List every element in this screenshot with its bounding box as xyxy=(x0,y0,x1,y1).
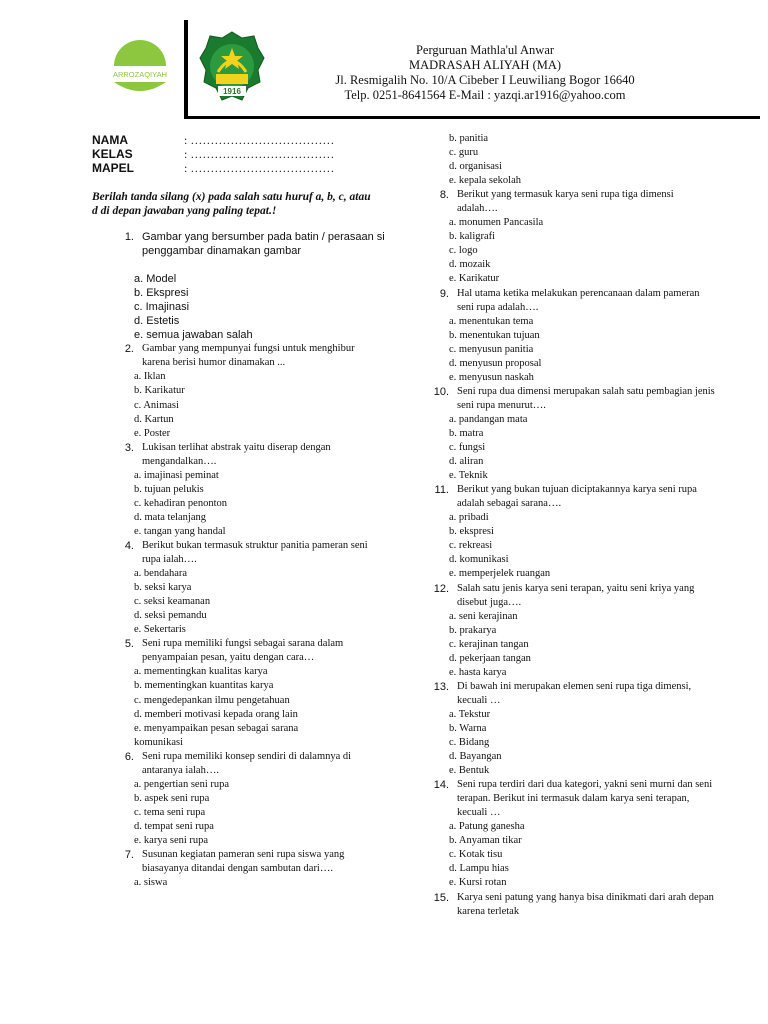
identity-value: : ……………………………… xyxy=(184,133,335,147)
answer-option: a. Patung ganesha xyxy=(449,821,525,833)
question xyxy=(110,441,385,469)
question xyxy=(110,750,385,778)
identity-row-nama xyxy=(92,133,334,147)
answer-option: d. mozaik xyxy=(449,259,491,271)
answer-option: a. bendahara xyxy=(134,568,188,580)
question xyxy=(110,637,385,665)
logo-left-text: ARROZAQIYAH xyxy=(112,70,168,79)
answer-option: e. menyampaikan pesan sebagai sarana komunikasi xyxy=(134,722,299,748)
question-number: 5. xyxy=(124,638,134,651)
header-horizontal-rule xyxy=(184,116,760,119)
answer-option: b. prakarya xyxy=(449,624,497,636)
student-identity-block xyxy=(92,133,334,175)
answer-option: d. menyusun proposal xyxy=(449,357,542,369)
question-number: 12. xyxy=(433,582,449,595)
answer-option: c. Imajinasi xyxy=(134,301,190,314)
answer-option: c. Bidang xyxy=(449,737,490,749)
answer-option: e. memperjelek ruangan xyxy=(449,568,551,580)
identity-row-mapel xyxy=(92,161,334,175)
answer-option: a. pengertian seni rupa xyxy=(134,778,230,790)
answer-options xyxy=(425,216,715,286)
answer-option: d. memberi motivasi kepada orang lain xyxy=(134,708,298,720)
answer-option: d. seksi pemandu xyxy=(134,610,207,622)
institution-line: MADRASAH ALIYAH (MA) xyxy=(408,58,562,72)
exam-instruction: Berilah tanda silang (x) pada salah satu huruf a, b, c, atau d di depan jawaban yang paling tepat.! xyxy=(92,191,371,217)
answer-option: d. Lampu hias xyxy=(449,863,509,875)
answer-option: b. mementingkan kuantitas karya xyxy=(134,680,274,692)
answer-options xyxy=(110,370,385,440)
question xyxy=(110,342,385,370)
answer-option: c. Animasi xyxy=(134,399,179,411)
left-question-column xyxy=(110,230,385,890)
answer-option: b. menentukan tujuan xyxy=(449,329,540,341)
answer-option: b. Karikatur xyxy=(134,385,185,397)
identity-row-kelas xyxy=(92,147,334,161)
answer-option: c. rekreasi xyxy=(449,540,493,552)
answer-option: a. pribadi xyxy=(449,512,489,524)
question xyxy=(110,848,385,876)
madrasah-emblem xyxy=(198,30,266,106)
emblem-year-text: 1916 xyxy=(223,87,241,96)
question-number: 8. xyxy=(439,189,449,202)
answer-option: e. Sekertaris xyxy=(134,624,186,636)
question-text: Seni rupa memiliki konsep sendiri di dalamnya di antaranya ialah…. xyxy=(142,750,352,776)
question-number: 10. xyxy=(433,385,449,398)
answer-option: a. menentukan tema xyxy=(449,315,534,327)
answer-option: d. Estetis xyxy=(134,315,180,328)
answer-options xyxy=(425,708,715,778)
answer-option: e. tangan yang handal xyxy=(134,525,226,537)
answer-option: e. semua jawaban salah xyxy=(134,329,253,342)
answer-option: c. kehadiran penonton xyxy=(134,497,228,509)
answer-option: b. Anyaman tikar xyxy=(449,835,522,847)
answer-option: b. Ekspresi xyxy=(134,287,189,300)
institution-line: Jl. Resmigalih No. 10/A Cibeber I Leuwiliang Bogor 16640 xyxy=(335,73,635,87)
answer-options xyxy=(425,820,715,890)
answer-option: b. tujuan pelukis xyxy=(134,483,204,495)
answer-options xyxy=(425,413,715,483)
identity-label: KELAS xyxy=(92,147,133,161)
answer-option: e. Karikatur xyxy=(449,273,500,285)
answer-option: c. mengedepankan ilmu pengetahuan xyxy=(134,694,290,706)
identity-label: NAMA xyxy=(92,133,128,147)
answer-option: e. Teknik xyxy=(449,470,488,482)
question xyxy=(110,230,385,258)
answer-option: b. panitia xyxy=(449,133,489,144)
question-text: Seni rupa dua dimensi merupakan salah satu pembagian jenis seni rupa menurut…. xyxy=(457,385,715,411)
question-text: Berikut yang termasuk karya seni rupa tiga dimensi adalah…. xyxy=(457,189,674,215)
question xyxy=(425,778,715,820)
answer-option: d. tempat seni rupa xyxy=(134,820,214,832)
answer-options xyxy=(110,272,385,342)
answer-option: d. mata telanjang xyxy=(134,511,207,523)
question-text: Salah satu jenis karya seni terapan, yaitu seni kriya yang disebut juga…. xyxy=(457,582,695,608)
question-number: 6. xyxy=(124,750,134,763)
header-vertical-rule xyxy=(184,20,188,116)
answer-option: e. hasta karya xyxy=(449,666,507,678)
question-number: 3. xyxy=(124,441,134,454)
question xyxy=(110,539,385,567)
answer-option: a. seni kerajinan xyxy=(449,610,518,622)
answer-option: b. ekspresi xyxy=(449,526,494,538)
answer-option: d. organisasi xyxy=(449,161,502,173)
question-number: 9. xyxy=(439,287,449,300)
question-text: Lukisan terlihat abstrak yaitu diserap dengan mengandalkan…. xyxy=(142,441,331,467)
question xyxy=(425,287,715,315)
question-text: Susunan kegiatan pameran seni rupa siswa yang biasayanya ditandai dengan sambutan dari…. xyxy=(142,849,345,875)
question xyxy=(425,582,715,610)
answer-option: c. guru xyxy=(449,147,479,159)
question-number: 15. xyxy=(433,891,449,904)
answer-option: e. Poster xyxy=(134,427,171,439)
answer-option: b. seksi karya xyxy=(134,582,192,594)
answer-option: c. Kotak tisu xyxy=(449,849,503,861)
answer-options xyxy=(425,610,715,680)
answer-option: d. komunikasi xyxy=(449,554,509,566)
institution-line: Telp. 0251-8641564 E-Mail : yazqi.ar1916@yahoo.com xyxy=(344,88,626,102)
identity-value: : ……………………………… xyxy=(184,147,335,161)
answer-option: c. logo xyxy=(449,245,478,257)
question-number: 7. xyxy=(124,849,134,862)
answer-option: b. Warna xyxy=(449,722,487,734)
question xyxy=(425,483,715,511)
answer-option: a. mementingkan kualitas karya xyxy=(134,666,268,678)
answer-options xyxy=(110,778,385,848)
institution-line: Perguruan Mathla'ul Anwar xyxy=(415,43,555,57)
answer-option: a. Tekstur xyxy=(449,708,491,720)
identity-value: : ……………………………… xyxy=(184,161,335,175)
question xyxy=(425,385,715,413)
answer-option: e. kepala sekolah xyxy=(449,175,522,187)
answer-option: e. menyusun naskah xyxy=(449,371,534,383)
answer-options xyxy=(425,511,715,581)
question-text: Karya seni patung yang hanya bisa dinikmati dari arah depan karena terletak xyxy=(457,891,714,917)
question-text: Berikut bukan termasuk struktur panitia pameran seni rupa ialah…. xyxy=(142,539,368,566)
answer-option: e. Kursi rotan xyxy=(449,877,507,889)
answer-options-continued xyxy=(425,132,715,188)
institution-header xyxy=(310,43,660,103)
answer-option: a. imajinasi peminat xyxy=(134,469,219,481)
answer-options xyxy=(110,469,385,539)
school-logo-arrozaqiyah xyxy=(100,30,180,100)
answer-option: b. aspek seni rupa xyxy=(134,792,210,804)
answer-options xyxy=(110,567,385,637)
answer-options xyxy=(110,876,385,890)
answer-option: c. tema seni rupa xyxy=(134,806,206,818)
question-text: Seni rupa memiliki fungsi sebagai sarana dalam penyampaian pesan, yaitu dengan cara… xyxy=(142,638,344,664)
question-text: Gambar yang mempunyai fungsi untuk menghibur karena berisi humor dinamakan ... xyxy=(142,343,355,369)
question-text: Di bawah ini merupakan elemen seni rupa tiga dimensi, kecuali … xyxy=(457,680,692,706)
answer-option: a. siswa xyxy=(134,877,168,889)
question-text: Gambar yang bersumber pada batin / perasaan si penggambar dinamakan gambar xyxy=(142,231,385,258)
answer-option: a. monumen Pancasila xyxy=(449,217,544,229)
answer-option: a. Model xyxy=(134,273,177,286)
question-text: Seni rupa terdiri dari dua kategori, yakni seni murni dan seni terapan. Berikut ini termasuk dalam karya seni terapan, kecuali … xyxy=(457,779,713,819)
answer-option: c. fungsi xyxy=(449,442,486,454)
answer-option: a. Iklan xyxy=(134,371,166,383)
question xyxy=(425,188,715,216)
answer-option: b. kaligrafi xyxy=(449,231,496,243)
answer-option: b. matra xyxy=(449,427,484,439)
question-text: Hal utama ketika melakukan perencanaan dalam pameran seni rupa adalah…. xyxy=(457,287,700,313)
answer-options xyxy=(110,665,385,749)
question-text: Berikut yang bukan tujuan diciptakannya karya seni rupa adalah sebagai sarana…. xyxy=(457,484,697,510)
answer-option: a. pandangan mata xyxy=(449,413,528,425)
question-number: 13. xyxy=(433,680,449,693)
question-number: 2. xyxy=(124,343,134,356)
answer-option: c. menyusun panitia xyxy=(449,343,534,355)
question xyxy=(425,680,715,708)
answer-option: d. pekerjaan tangan xyxy=(449,652,531,664)
answer-option: d. aliran xyxy=(449,456,484,468)
right-question-column xyxy=(425,132,715,919)
question-number: 11. xyxy=(434,484,449,497)
question-number: 1. xyxy=(124,231,134,243)
answer-options xyxy=(425,315,715,385)
answer-option: c. kerajinan tangan xyxy=(449,638,529,650)
answer-option: c. seksi keamanan xyxy=(134,596,211,608)
question-number: 14. xyxy=(433,779,449,792)
answer-option: d. Bayangan xyxy=(449,751,502,763)
question-number: 4. xyxy=(124,539,134,552)
answer-option: e. Bentuk xyxy=(449,765,490,777)
answer-option: e. karya seni rupa xyxy=(134,834,209,846)
question xyxy=(425,891,715,919)
identity-label: MAPEL xyxy=(92,161,134,175)
answer-option: d. Kartun xyxy=(134,413,174,425)
